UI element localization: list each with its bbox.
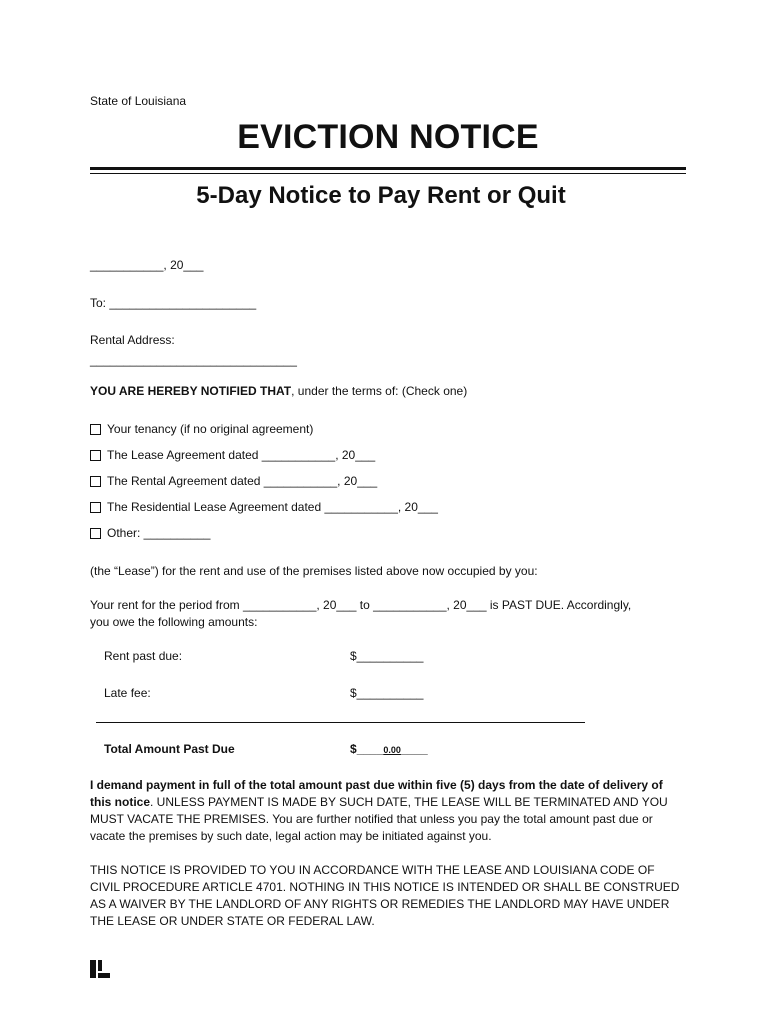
- checkbox-icon[interactable]: [90, 528, 101, 539]
- option-label: The Lease Agreement dated ___________, 20___: [107, 448, 376, 462]
- state-label: State of Louisiana: [90, 94, 187, 108]
- option-residential-lease[interactable]: [90, 499, 438, 515]
- option-tenancy[interactable]: [90, 421, 313, 437]
- option-other[interactable]: [90, 525, 210, 541]
- total-currency: $: [350, 742, 357, 756]
- checkbox-icon[interactable]: [90, 476, 101, 487]
- rental-address-label: Rental Address:: [90, 333, 175, 347]
- rent-period-line-1: Your rent for the period from ___________, 20___ to ___________, 20___ is PAST DUE. Accordingly,: [90, 598, 632, 612]
- late-fee-label: Late fee:: [104, 686, 151, 700]
- total-pre: ____: [356, 742, 384, 756]
- date-field[interactable]: ___________, 20___: [90, 258, 204, 272]
- amount-separator: [96, 722, 585, 723]
- to-field[interactable]: To: ______________________: [90, 296, 257, 310]
- notified-bold: YOU ARE HEREBY NOTIFIED THAT: [90, 384, 292, 398]
- total-field: [350, 742, 428, 756]
- checkbox-icon[interactable]: [90, 450, 101, 461]
- rent-past-due-label: Rent past due:: [104, 649, 183, 663]
- option-rental-agreement[interactable]: [90, 473, 377, 489]
- demand-rest: . UNLESS PAYMENT IS MADE BY SUCH DATE, THE LEASE WILL BE TERMINATED AND YOU MUST VACATE THE PREMISES. You are further notified that unless you pay the total amount past due or vacate the premises by such date, legal action may be initiated against you.: [90, 795, 668, 843]
- checkbox-icon[interactable]: [90, 424, 101, 435]
- page-title: EVICTION NOTICE: [237, 118, 539, 156]
- title-rule-thin: [90, 173, 686, 174]
- option-label: Your tenancy (if no original agreement): [107, 422, 314, 436]
- total-label: Total Amount Past Due: [104, 742, 235, 756]
- option-lease-agreement[interactable]: [90, 447, 375, 463]
- option-label: Other: __________: [107, 526, 211, 540]
- notified-rest: , under the terms of: (Check one): [291, 384, 468, 398]
- legal-templates-logo-icon: [90, 960, 110, 978]
- total-value: 0.00: [383, 745, 401, 755]
- disclaimer-paragraph: THIS NOTICE IS PROVIDED TO YOU IN ACCORDANCE WITH THE LEASE AND LOUISIANA CODE OF CIVIL PROCEDURE ARTICLE 4701. NOTHING IN THIS NOTICE IS INTENDED OR SHALL BE CONSTRUED AS A WAIVER BY THE LANDLORD OF ANY RIGHTS OR REMEDIES THE LANDLORD MAY HAVE UNDER THE LEASE OR UNDER STATE OR FEDERAL LAW.: [90, 863, 680, 928]
- lease-statement: (the “Lease”) for the rent and use of the premises listed above now occupied by you:: [90, 564, 538, 578]
- checkbox-icon[interactable]: [90, 502, 101, 513]
- option-label: The Rental Agreement dated ___________, 20___: [107, 474, 378, 488]
- late-fee-field[interactable]: $__________: [350, 686, 424, 700]
- demand-bold: I demand payment in full of the total amount past due within five (5) days from the date of delivery of this notice: [90, 778, 663, 809]
- total-post: ____: [400, 742, 428, 756]
- rent-past-due-field[interactable]: $__________: [350, 649, 424, 663]
- title-rule-thick: [90, 167, 686, 170]
- demand-paragraph: [90, 777, 686, 845]
- notified-statement: [90, 384, 467, 398]
- rental-address-field[interactable]: _______________________________: [90, 353, 297, 367]
- page-subtitle: 5-Day Notice to Pay Rent or Quit: [196, 182, 566, 209]
- rent-period-line-2: you owe the following amounts:: [90, 615, 258, 629]
- option-label: The Residential Lease Agreement dated ___________, 20___: [107, 500, 438, 514]
